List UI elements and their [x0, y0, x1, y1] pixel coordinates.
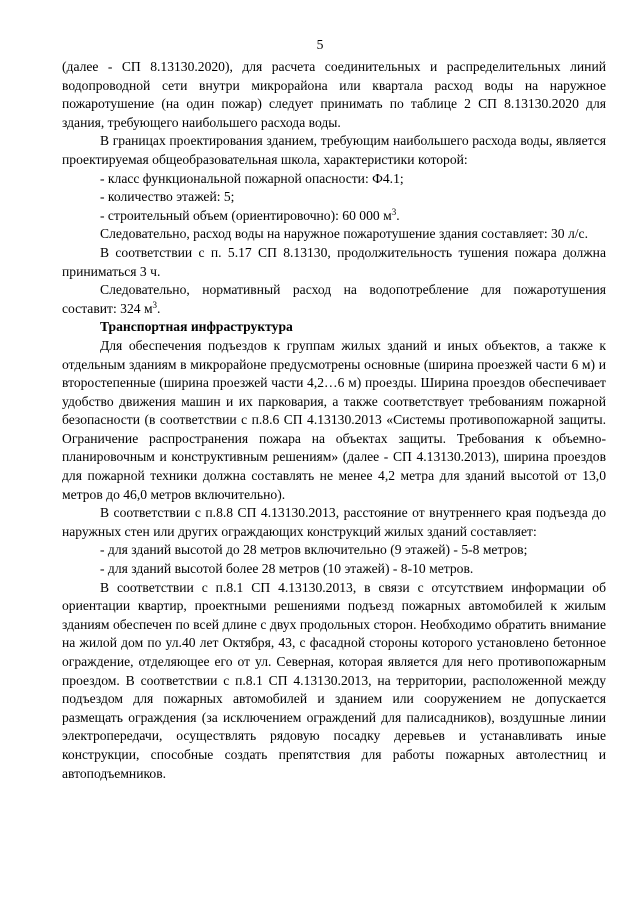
superscript-3: 3 [391, 206, 397, 217]
period: . [396, 207, 400, 223]
list-item-up-to-28m: - для зданий высотой до 28 метров включительно (9 этажей) - 5-8 метров; [100, 542, 528, 558]
paragraph-transport: Для обеспечения подъездов к группам жилых зданий и иных объектов, а также к отдельным зданиям в микрорайоне предусмотрены основные (ширина проезжей части 6 м) и второстепенные (ширина проезжей части 4,2…6 м) проезды. Ширина проездов обеспечивает удобство движения машин и их парковария, а также соответствует требованиям пожарной безопасности (в соответствии с п.8.6 СП 4.13130.2013 «Системы противопожарной защиты. Ограничение распространения пожара на объектах защиты. Требования к объемно-планировочным и конструктивным решениям» (далее - СП 4.13130.2013), ширина проездов для пожарной техники должна составлять не менее 4,2 метра для зданий высотой от 13,0 метров до 46,0 метров включительно). [62, 337, 606, 502]
list-item-volume [62, 207, 606, 226]
document-body [62, 58, 606, 783]
paragraph-normative-flow [62, 281, 606, 318]
paragraph-distance: В соответствии с п.8.8 СП 4.13130.2013, расстояние от внутреннего края подъезда до наружных стен или других ограждающих конструкций жилых зданий составляет: [62, 505, 606, 539]
paragraph-normative-flow-text: Следовательно, нормативный расход на водопотребление для пожаротушения составит: 324 м [62, 282, 606, 316]
list-item-volume-text: - строительный объем (ориентировочно): 60 000 м [100, 207, 392, 223]
paragraph-access: В соответствии с п.8.1 СП 4.13130.2013, в связи с отсутствием информации об ориентации квартир, проектными решениями подъезд пожарных автомобилей к жилым зданиям обеспечен по всей длине с двух продольных сторон. Необходимо обратить внимание на жилой дом по ул.40 лет Октября, 43, с фасадной стороны которого установлено бетонное ограждение, отделяющее его от ул. Северная, которая является для него противопожарным проездом. В соответствии с п.8.1 СП 4.13130.2013, на территории, расположенной между подъездом для пожарных автомобилей и зданием или сооружением не допускается размещать ограждения (за исключением ограждений для палисадников), воздушные линии электропередачи, осуществлять рядовую посадку деревьев и устанавливать иные конструкции, способные создать препятствия для работы пожарных автолестниц и автоподъемников. [62, 579, 606, 781]
paragraph-1: (далее - СП 8.13130.2020), для расчета соединительных и распределительных линий водопроводной сети внутри микрорайона или квартала расход воды на наружное пожаротушение (на один пожар) следует принимать по таблице 2 СП 8.13130.2020 для здания, требующего наибольшего расхода воды. [62, 59, 606, 130]
section-heading: Транспортная инфраструктура [100, 319, 293, 335]
list-item-floors: - количество этажей: 5; [100, 189, 235, 205]
list-item-fire-class: - класс функциональной пожарной опасности: Ф4.1; [100, 170, 404, 186]
superscript-3: 3 [152, 299, 158, 310]
page-number: 5 [316, 37, 324, 52]
paragraph-duration: В соответствии с п. 5.17 СП 8.13130, продолжительность тушения пожара должна приниматься 3 ч. [62, 244, 606, 279]
paragraph-2: В границах проектирования зданием, требующим наибольшего расхода воды, является проектируемая общеобразовательная школа, характеристики которой: [62, 133, 606, 167]
period: . [157, 300, 161, 316]
list-item-over-28m: - для зданий высотой более 28 метров (10 этажей) - 8-10 метров. [100, 561, 474, 577]
paragraph-water-flow: Следовательно, расход воды на наружное пожаротушение здания составляет: 30 л/с. [100, 226, 588, 242]
